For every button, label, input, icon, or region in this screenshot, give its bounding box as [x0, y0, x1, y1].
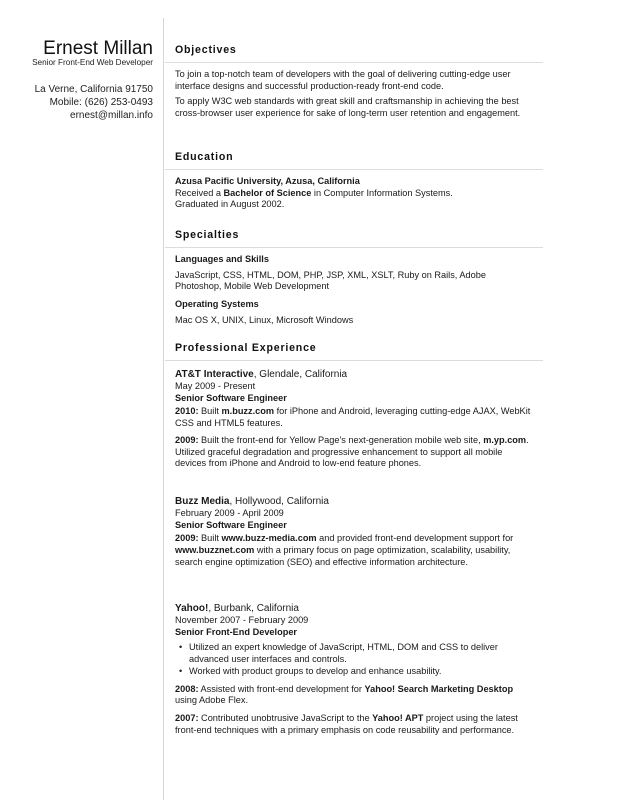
degree-name: Bachelor of Science	[223, 187, 312, 198]
languages-list: JavaScript, CSS, HTML, DOM, PHP, JSP, XML, XSLT, Ruby on Rails, Adobe Photoshop, Mobile Web Development	[175, 269, 486, 292]
job-buzz	[175, 496, 531, 569]
job-yahoo	[175, 603, 531, 736]
candidate-tagline: Senior Front-End Web Developer	[32, 58, 153, 67]
job-company: Buzz Media	[175, 496, 230, 507]
entry-year: 2009:	[175, 533, 199, 544]
degree-suffix: in Computer Information Systems.	[311, 187, 453, 198]
job-entry	[175, 713, 531, 736]
education-school: Azusa Pacific University, Azusa, California	[175, 176, 360, 186]
entry-text: . Utilized graceful degradation and progressive enhancement to support all mobile devices from iPhone and Android to low-end feature phones.	[175, 434, 529, 469]
entry-text: using Adobe Flex.	[175, 695, 249, 706]
job-bullets	[175, 642, 531, 677]
degree-prefix: Received a	[175, 187, 224, 198]
entry-link[interactable]: Yahoo! APT	[372, 712, 424, 723]
experience-heading: Professional Experience	[175, 343, 535, 355]
job-entry	[175, 435, 531, 470]
entry-text: Contributed unobtrusive JavaScript to the	[198, 712, 373, 723]
specialties-heading: Specialties	[175, 230, 535, 242]
contact-location: La Verne, California 91750	[34, 84, 153, 95]
education-body	[175, 176, 531, 211]
entry-link[interactable]: m.yp.com	[483, 434, 527, 445]
contact-email-link[interactable]: ernest@millan.info	[70, 110, 153, 121]
job-entry	[175, 533, 531, 568]
job-header	[175, 369, 531, 381]
education-heading: Education	[175, 152, 535, 164]
job-location: , Glendale, California	[253, 369, 348, 380]
os-list: Mac OS X, UNIX, Linux, Microsoft Windows	[175, 314, 354, 325]
job-entry	[175, 406, 531, 429]
job-location: , Burbank, California	[208, 603, 299, 614]
objectives-heading: Objectives	[175, 45, 535, 57]
job-header	[175, 603, 531, 615]
entry-text: and provided front-end development support for	[316, 533, 514, 544]
entry-year: 2007:	[175, 712, 199, 723]
entry-text: with a primary focus on page optimization, scalability, usability, search engine optimization (SEO) and effective information architecture.	[175, 545, 511, 567]
entry-year: 2010:	[175, 406, 199, 417]
objective-paragraph: To join a top-notch team of developers with the goal of delivering cutting-edge user interface designs and successful production-ready front-end code.	[175, 69, 511, 91]
entry-link[interactable]: www.buzznet.com	[175, 545, 255, 556]
entry-text: Built	[198, 406, 222, 417]
contact-phone: Mobile: (626) 253-0493	[49, 97, 153, 108]
job-dates: February 2009 - April 2009	[175, 508, 284, 518]
entry-year: 2008:	[175, 683, 199, 694]
job-company: AT&T Interactive	[175, 369, 254, 380]
job-role: Senior Front-End Developer	[175, 626, 298, 637]
bullet-item: • Worked with product groups to develop and enhance usability.	[175, 666, 531, 678]
entry-year: 2009:	[175, 434, 199, 445]
objectives-body	[175, 69, 531, 120]
candidate-name: Ernest Millan	[43, 38, 153, 59]
entry-text: project using the latest front-end techniques with a primary emphasis on code reusability and performance.	[175, 712, 518, 735]
job-company: Yahoo!	[175, 603, 209, 614]
os-title: Operating Systems	[175, 299, 259, 310]
entry-link[interactable]: Yahoo! Search Marketing Desktop	[364, 683, 514, 694]
entry-text: Assisted with front-end development for	[198, 683, 365, 694]
job-att	[175, 369, 531, 470]
languages-title: Languages and Skills	[175, 254, 269, 264]
education-degree	[175, 188, 531, 200]
job-dates: November 2007 - February 2009	[175, 615, 309, 625]
job-entry	[175, 684, 531, 707]
job-role: Senior Software Engineer	[175, 392, 287, 403]
entry-text: for iPhone and Android, leveraging cutting-edge AJAX, WebKit CSS and HTML5 features.	[175, 406, 531, 429]
job-dates: May 2009 - Present	[175, 381, 256, 391]
specialties-body	[175, 254, 531, 327]
entry-text: Built	[198, 533, 222, 544]
job-location: , Hollywood, California	[229, 496, 329, 507]
job-header	[175, 496, 531, 508]
job-role: Senior Software Engineer	[175, 519, 287, 530]
entry-link[interactable]: www.buzz-media.com	[221, 533, 317, 544]
divider-line	[163, 18, 164, 800]
entry-link[interactable]: m.buzz.com	[221, 406, 275, 417]
bullet-item: • Utilized an expert knowledge of JavaScript, HTML, DOM and CSS to deliver advanced user interfaces and controls.	[175, 642, 531, 665]
education-graduated: Graduated in August 2002.	[175, 199, 285, 210]
objective-paragraph: To apply W3C web standards with great skill and craftsmanship in achieving the best cross-browser user experience for sake of long-term user retention and engagement.	[175, 96, 521, 119]
entry-text: Built the front-end for Yellow Page's next-generation mobile web site,	[198, 434, 484, 445]
